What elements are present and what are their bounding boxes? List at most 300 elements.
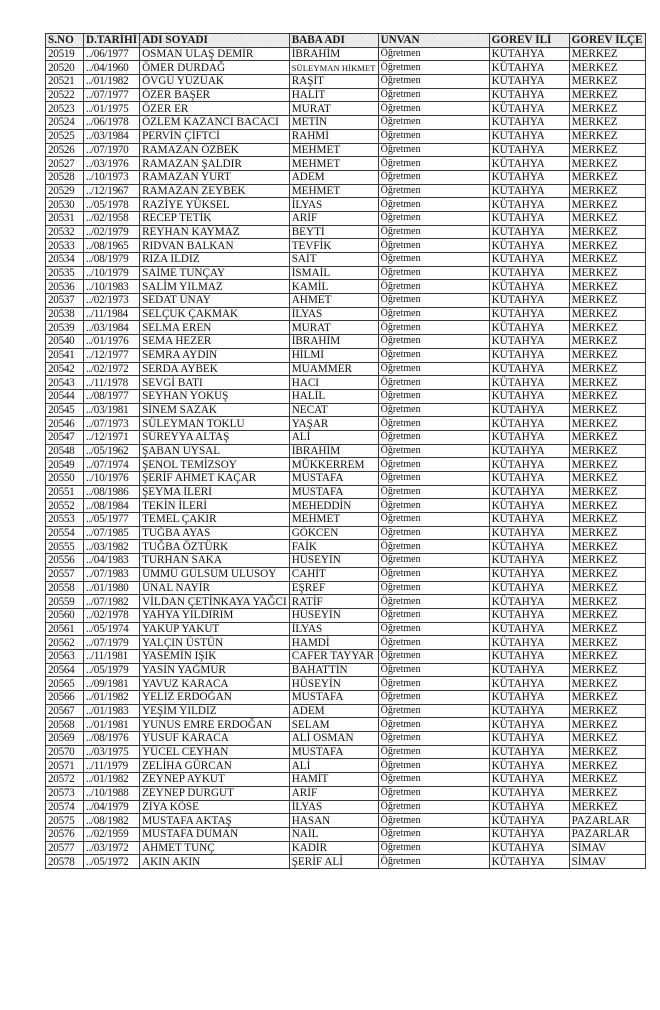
cell-sno: 20547 [46,430,84,444]
cell-district: MERKEZ [569,691,645,705]
cell-district: MERKEZ [569,362,645,376]
cell-birth-date: ../01/1983 [84,704,140,718]
cell-sno: 20541 [46,348,84,362]
cell-full-name: SÜREYYA ALTAŞ [140,430,290,444]
cell-province: KÜTAHYA [489,691,569,705]
cell-province: KÜTAHYA [489,567,569,581]
cell-province: KÜTAHYA [489,526,569,540]
cell-district: PAZARLAR [569,827,645,841]
cell-sno: 20530 [46,198,84,212]
cell-district: MERKEZ [569,239,645,253]
cell-title: Öğretmen [378,143,489,157]
cell-title: Öğretmen [378,75,489,89]
cell-full-name: ÖVGÜ YÜZÜAK [140,75,290,89]
cell-father-name: SÜLEYMAN HİKMET [289,61,378,75]
cell-province: KÜTAHYA [489,184,569,198]
cell-title: Öğretmen [378,732,489,746]
cell-title: Öğretmen [378,157,489,171]
cell-sno: 20551 [46,485,84,499]
cell-title: Öğretmen [378,239,489,253]
cell-district: MERKEZ [569,198,645,212]
cell-title: Öğretmen [378,129,489,143]
cell-title: Öğretmen [378,430,489,444]
cell-title: Öğretmen [378,513,489,527]
cell-father-name: ALİ OSMAN [289,732,378,746]
table-row [46,827,646,841]
table-row [46,211,646,225]
table-row [46,444,646,458]
cell-sno: 20559 [46,595,84,609]
table-row [46,321,646,335]
cell-province: KÜTAHYA [489,458,569,472]
cell-title: Öğretmen [378,403,489,417]
cell-title: Öğretmen [378,704,489,718]
cell-district: MERKEZ [569,595,645,609]
cell-district: MERKEZ [569,526,645,540]
cell-birth-date: ../09/1981 [84,677,140,691]
cell-birth-date: ../10/1976 [84,472,140,486]
table-row [46,335,646,349]
table-row [46,389,646,403]
cell-full-name: RAZİYE YÜKSEL [140,198,290,212]
cell-full-name: RAMAZAN ŞALDIR [140,157,290,171]
cell-father-name: HALİL [289,389,378,403]
cell-father-name: MUSTAFA [289,691,378,705]
cell-district: MERKEZ [569,143,645,157]
cell-birth-date: ../05/1978 [84,198,140,212]
cell-full-name: YAVUZ KARACA [140,677,290,691]
header-province: GOREV İLİ [489,34,569,48]
cell-full-name: OSMAN ULAŞ DEMİR [140,47,290,61]
table-row [46,157,646,171]
cell-sno: 20569 [46,732,84,746]
cell-title: Öğretmen [378,225,489,239]
cell-sno: 20520 [46,61,84,75]
cell-district: PAZARLAR [569,814,645,828]
cell-birth-date: ../12/1971 [84,430,140,444]
cell-district: MERKEZ [569,88,645,102]
cell-province: KÜTAHYA [489,170,569,184]
table-row [46,691,646,705]
cell-sno: 20543 [46,376,84,390]
cell-sno: 20540 [46,335,84,349]
cell-title: Öğretmen [378,567,489,581]
cell-province: KÜTAHYA [489,485,569,499]
cell-district: MERKEZ [569,129,645,143]
cell-father-name: ALİ [289,759,378,773]
cell-title: Öğretmen [378,307,489,321]
cell-district: MERKEZ [569,280,645,294]
table-row [46,704,646,718]
cell-title: Öğretmen [378,266,489,280]
cell-birth-date: ../07/1985 [84,526,140,540]
cell-sno: 20565 [46,677,84,691]
cell-full-name: SEDAT ÜNAY [140,294,290,308]
cell-province: KÜTAHYA [489,581,569,595]
cell-father-name: GÖKCEN [289,526,378,540]
cell-full-name: ÜNAL NAYİR [140,581,290,595]
cell-district: MERKEZ [569,348,645,362]
cell-province: KÜTAHYA [489,335,569,349]
cell-birth-date: ../11/1981 [84,649,140,663]
table-row [46,239,646,253]
cell-full-name: ZEYNEP DURGUT [140,786,290,800]
cell-father-name: HACI [289,376,378,390]
table-row [46,499,646,513]
cell-father-name: MÜKKERREM [289,458,378,472]
cell-birth-date: ../11/1984 [84,307,140,321]
table-row [46,403,646,417]
table-row [46,116,646,130]
table-row [46,636,646,650]
cell-province: KÜTAHYA [489,102,569,116]
cell-sno: 20577 [46,841,84,855]
table-row [46,458,646,472]
cell-province: KÜTAHYA [489,88,569,102]
cell-title: Öğretmen [378,280,489,294]
cell-province: KÜTAHYA [489,225,569,239]
cell-title: Öğretmen [378,691,489,705]
cell-sno: 20572 [46,773,84,787]
cell-father-name: RATİF [289,595,378,609]
table-row [46,513,646,527]
cell-title: Öğretmen [378,211,489,225]
cell-birth-date: ../08/1977 [84,389,140,403]
cell-birth-date: ../04/1960 [84,61,140,75]
cell-birth-date: ../11/1979 [84,759,140,773]
cell-sno: 20570 [46,745,84,759]
cell-province: KÜTAHYA [489,198,569,212]
cell-title: Öğretmen [378,417,489,431]
cell-province: KÜTAHYA [489,663,569,677]
cell-full-name: RIZA ILDIZ [140,253,290,267]
cell-district: MERKEZ [569,211,645,225]
table-row [46,759,646,773]
cell-full-name: ZEYNEP AYKUT [140,773,290,787]
cell-district: MERKEZ [569,116,645,130]
cell-province: KÜTAHYA [489,116,569,130]
table-row [46,184,646,198]
cell-father-name: HÜSEYİN [289,677,378,691]
cell-province: KÜTAHYA [489,827,569,841]
table-row [46,485,646,499]
cell-full-name: YAHYA YILDIRIM [140,608,290,622]
cell-district: MERKEZ [569,458,645,472]
cell-district: MERKEZ [569,663,645,677]
cell-province: KÜTAHYA [489,759,569,773]
cell-father-name: BEYTİ [289,225,378,239]
cell-father-name: KADİR [289,841,378,855]
cell-father-name: HALİT [289,88,378,102]
cell-full-name: SELMA EREN [140,321,290,335]
cell-province: KÜTAHYA [489,814,569,828]
cell-title: Öğretmen [378,472,489,486]
cell-district: MERKEZ [569,102,645,116]
cell-district: MERKEZ [569,47,645,61]
cell-district: MERKEZ [569,335,645,349]
table-row [46,554,646,568]
cell-birth-date: ../08/1976 [84,732,140,746]
cell-district: MERKEZ [569,567,645,581]
cell-father-name: İBRAHİM [289,47,378,61]
cell-father-name: RAHMİ [289,129,378,143]
cell-title: Öğretmen [378,294,489,308]
cell-birth-date: ../06/1977 [84,47,140,61]
cell-sno: 20573 [46,786,84,800]
cell-title: Öğretmen [378,595,489,609]
cell-birth-date: ../11/1978 [84,376,140,390]
cell-birth-date: ../07/1974 [84,458,140,472]
cell-title: Öğretmen [378,581,489,595]
cell-sno: 20534 [46,253,84,267]
table-row [46,855,646,869]
cell-full-name: PERVİN ÇİFTCİ [140,129,290,143]
cell-birth-date: ../01/1976 [84,335,140,349]
table-row [46,225,646,239]
cell-father-name: KAMİL [289,280,378,294]
cell-district: MERKEZ [569,649,645,663]
table-row [46,649,646,663]
cell-full-name: RIDVAN BALKAN [140,239,290,253]
cell-sno: 20521 [46,75,84,89]
cell-birth-date: ../02/1973 [84,294,140,308]
cell-full-name: VİLDAN ÇETİNKAYA YAĞCI [140,595,290,609]
cell-district: MERKEZ [569,499,645,513]
cell-father-name: ADEM [289,704,378,718]
cell-district: MERKEZ [569,444,645,458]
cell-province: KÜTAHYA [489,321,569,335]
cell-province: KÜTAHYA [489,61,569,75]
cell-father-name: HÜSEYİN [289,608,378,622]
cell-birth-date: ../08/1982 [84,814,140,828]
cell-father-name: YAŞAR [289,417,378,431]
table-row [46,540,646,554]
cell-province: KÜTAHYA [489,732,569,746]
cell-province: KÜTAHYA [489,554,569,568]
cell-full-name: SALİM YILMAZ [140,280,290,294]
table-row [46,622,646,636]
cell-district: MERKEZ [569,376,645,390]
table-body [46,47,646,868]
table-row [46,718,646,732]
cell-full-name: ŞABAN UYSAL [140,444,290,458]
cell-full-name: ZELİHA GÜRCAN [140,759,290,773]
cell-title: Öğretmen [378,102,489,116]
cell-title: Öğretmen [378,444,489,458]
cell-birth-date: ../03/1976 [84,157,140,171]
table-row [46,430,646,444]
table-row [46,88,646,102]
cell-full-name: RAMAZAN ZEYBEK [140,184,290,198]
cell-province: KÜTAHYA [489,376,569,390]
cell-birth-date: ../07/1983 [84,567,140,581]
table-row [46,307,646,321]
cell-province: KÜTAHYA [489,513,569,527]
cell-birth-date: ../07/1970 [84,143,140,157]
cell-province: KÜTAHYA [489,389,569,403]
cell-province: KÜTAHYA [489,773,569,787]
cell-sno: 20522 [46,88,84,102]
cell-sno: 20557 [46,567,84,581]
cell-father-name: SAİT [289,253,378,267]
cell-sno: 20561 [46,622,84,636]
cell-father-name: İBRAHİM [289,444,378,458]
cell-sno: 20575 [46,814,84,828]
cell-district: MERKEZ [569,253,645,267]
header-father-name: BABA ADI [289,34,378,48]
cell-district: MERKEZ [569,581,645,595]
table-row [46,253,646,267]
cell-father-name: HAMDİ [289,636,378,650]
table-row [46,170,646,184]
cell-province: KÜTAHYA [489,841,569,855]
cell-father-name: EŞREF [289,581,378,595]
cell-birth-date: ../02/1958 [84,211,140,225]
cell-district: MERKEZ [569,745,645,759]
cell-title: Öğretmen [378,47,489,61]
cell-title: Öğretmen [378,362,489,376]
table-row [46,595,646,609]
cell-full-name: SAİME TUNÇAY [140,266,290,280]
cell-birth-date: ../03/1984 [84,129,140,143]
cell-birth-date: ../05/1974 [84,622,140,636]
cell-sno: 20533 [46,239,84,253]
cell-title: Öğretmen [378,321,489,335]
cell-province: KÜTAHYA [489,129,569,143]
personnel-table [45,33,646,869]
cell-province: KÜTAHYA [489,704,569,718]
cell-full-name: AHMET TUNÇ [140,841,290,855]
cell-district: MERKEZ [569,170,645,184]
cell-sno: 20526 [46,143,84,157]
cell-father-name: ADEM [289,170,378,184]
cell-father-name: MEHEDDİN [289,499,378,513]
cell-province: KÜTAHYA [489,649,569,663]
cell-province: KÜTAHYA [489,307,569,321]
cell-sno: 20531 [46,211,84,225]
cell-district: MERKEZ [569,157,645,171]
header-sno: S.NO [46,34,84,48]
cell-province: KÜTAHYA [489,75,569,89]
cell-sno: 20553 [46,513,84,527]
cell-province: KÜTAHYA [489,266,569,280]
cell-birth-date: ../07/1973 [84,417,140,431]
cell-father-name: ŞERİF ALİ [289,855,378,869]
cell-father-name: TEVFİK [289,239,378,253]
table-header-row [46,34,646,48]
table-row [46,677,646,691]
cell-district: MERKEZ [569,677,645,691]
cell-province: KÜTAHYA [489,745,569,759]
table-row [46,376,646,390]
cell-birth-date: ../01/1975 [84,102,140,116]
cell-district: MERKEZ [569,773,645,787]
cell-birth-date: ../01/1982 [84,773,140,787]
cell-province: KÜTAHYA [489,253,569,267]
cell-full-name: SERDA AYBEK [140,362,290,376]
table-row [46,786,646,800]
cell-sno: 20566 [46,691,84,705]
cell-district: MERKEZ [569,540,645,554]
table-row [46,526,646,540]
cell-title: Öğretmen [378,786,489,800]
cell-full-name: SİNEM SAZAK [140,403,290,417]
cell-father-name: İBRAHİM [289,335,378,349]
cell-birth-date: ../03/1981 [84,403,140,417]
table-row [46,294,646,308]
cell-full-name: ŞERİF AHMET KAÇAR [140,472,290,486]
cell-birth-date: ../02/1972 [84,362,140,376]
cell-birth-date: ../05/1977 [84,513,140,527]
cell-district: SİMAV [569,855,645,869]
cell-sno: 20535 [46,266,84,280]
cell-birth-date: ../08/1986 [84,485,140,499]
cell-province: KÜTAHYA [489,499,569,513]
cell-sno: 20574 [46,800,84,814]
cell-full-name: YUNUS EMRE ERDOĞAN [140,718,290,732]
cell-district: MERKEZ [569,472,645,486]
cell-sno: 20576 [46,827,84,841]
cell-province: KÜTAHYA [489,608,569,622]
cell-province: KÜTAHYA [489,417,569,431]
table-row [46,143,646,157]
cell-father-name: NAİL [289,827,378,841]
cell-full-name: ÖZER BAŞER [140,88,290,102]
cell-sno: 20525 [46,129,84,143]
cell-birth-date: ../12/1967 [84,184,140,198]
cell-district: MERKEZ [569,786,645,800]
cell-sno: 20519 [46,47,84,61]
cell-title: Öğretmen [378,800,489,814]
cell-district: MERKEZ [569,321,645,335]
cell-district: MERKEZ [569,184,645,198]
cell-title: Öğretmen [378,814,489,828]
cell-birth-date: ../05/1972 [84,855,140,869]
table-row [46,608,646,622]
cell-title: Öğretmen [378,554,489,568]
cell-father-name: METİN [289,116,378,130]
cell-province: KÜTAHYA [489,348,569,362]
cell-full-name: ŞENOL TEMİZSOY [140,458,290,472]
cell-father-name: MEHMET [289,143,378,157]
cell-father-name: İLYAS [289,307,378,321]
cell-father-name: MUSTAFA [289,745,378,759]
cell-father-name: FAİK [289,540,378,554]
cell-full-name: YALÇIN ÜSTÜN [140,636,290,650]
cell-district: MERKEZ [569,61,645,75]
cell-full-name: SEMA HEZER [140,335,290,349]
cell-father-name: MEHMET [289,157,378,171]
cell-father-name: HÜSEYİN [289,554,378,568]
cell-full-name: MUSTAFA DUMAN [140,827,290,841]
cell-district: MERKEZ [569,403,645,417]
cell-district: MERKEZ [569,307,645,321]
cell-sno: 20536 [46,280,84,294]
table-row [46,773,646,787]
table-row [46,814,646,828]
cell-sno: 20529 [46,184,84,198]
cell-father-name: BAHATTİN [289,663,378,677]
cell-sno: 20549 [46,458,84,472]
cell-full-name: YAKUP YAKUT [140,622,290,636]
cell-father-name: ALİ [289,430,378,444]
cell-title: Öğretmen [378,458,489,472]
table-row [46,266,646,280]
cell-title: Öğretmen [378,253,489,267]
cell-title: Öğretmen [378,499,489,513]
cell-province: KÜTAHYA [489,211,569,225]
cell-birth-date: ../04/1979 [84,800,140,814]
